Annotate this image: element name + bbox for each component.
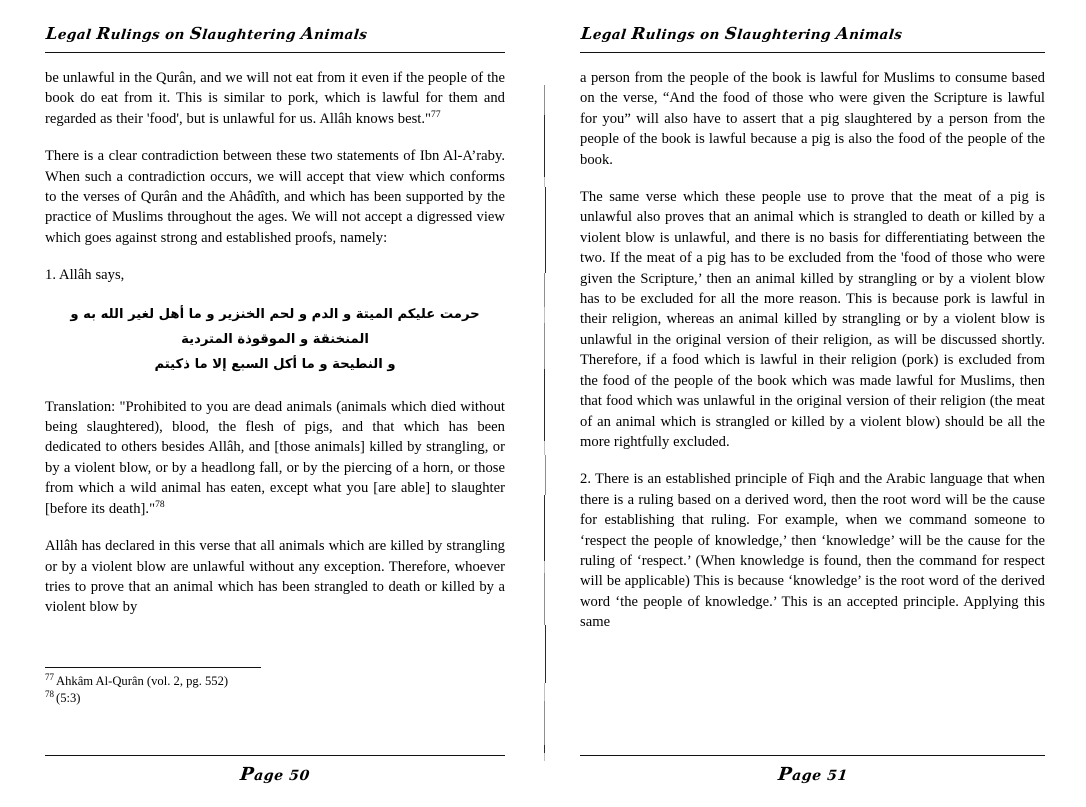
paragraph-translation (45, 397, 505, 519)
footer-rule (45, 755, 505, 756)
running-header-left-text: Legal Rulings on Slaughtering Animals (45, 24, 369, 43)
page-number-right: Page 51 (776, 764, 849, 785)
numbered-item-2: 2. There is an established principle of Fiqh and the Arabic language that when there is a ruling based on a derived word, then the root word will be the cause for establishing that ruling. For example, when we command someone to ‘respect the people of knowledge,’ then ‘knowledge’ will be the cause for the ruling of ‘respect.’ (When knowledge is found, then the command for respect will be applicable) This is because ‘knowledge’ is the root word of the derived word ‘the people of knowledge.’ This is an accepted principle. Applying this same (580, 471, 1045, 631)
footnote-separator-rule (45, 667, 261, 668)
footnote-area-left (45, 667, 505, 707)
footnote-text: (5:3) (56, 691, 81, 705)
paragraph (45, 68, 505, 129)
page-footer-left (45, 755, 505, 785)
footnote (45, 673, 505, 690)
paragraph: The same verse which these people use to prove that the meat of a pig is unlawful also proves that an animal which is strangled to death or killed by a violent blow is unlawful, and there is no basis for differentiating between the two. If the meat of a pig has to be excluded from the 'food of those who were given the Scripture,’ then an animal killed by strangling or by a violent blow has to be excluded for all the more reason. This is because pork is lawful in their religion, whereas an animal killed by strangling or by a violent blow is unlawful in the original version of their religion, as will be discussed shortly. Therefore, if a food which is lawful in their religion (pork) is excluded from the food of the people of the book which was made lawful for Muslims, then that food which was unlawful in the original version of their religion (the meat of an animal which is strangled or killed by a violent blow) should be all the more rightfully excluded. (580, 189, 1045, 450)
paragraph: There is a clear contradiction between these two statements of Ibn Al-A’raby. When such a contradiction occurs, we will accept that view which conforms to the verses of Qurân and the Ahâdîth, and which has been supported by the practice of Muslims throughout the ages. We will not accept a digressed view which goes against strong and established proofs, namely: (45, 148, 505, 246)
paragraph-text: be unlawful in the Qurân, and we will not eat from it even if the people of the book do eat from it. This is similar to pork, which is lawful for them and regarded as their 'food', but is unlawful for us. Allâh knows best." (45, 70, 505, 127)
footnote-number: 77 (45, 671, 54, 682)
running-header-right (580, 26, 1045, 53)
footnote-number: 78 (45, 688, 54, 699)
arabic-verse-line-2: و النطيحة و ما أكل السبع إلا ما ذكيتم (154, 356, 396, 372)
running-header-right-text: Legal Rulings on Slaughtering Animals (580, 24, 904, 43)
footnote-marker: 78 (155, 499, 165, 510)
arabic-verse-line-1: حرمت عليكم الميتة و الدم و لحم الخنزير و ما أهل لغير الله به و المنخنقة و الموقوذة المتردية (70, 306, 480, 347)
numbered-item-1: 1. Allâh says, (45, 267, 125, 284)
page-footer-right (580, 755, 1045, 785)
running-header-left (45, 26, 505, 53)
paragraph: a person from the people of the book is lawful for Muslims to consume based on the verse, “And the food of those who were given the Scripture is lawful for you” will also have to assert that a pig slaughtered by a person from the people of the book is lawful because a pig is also the food of the people of the book. (580, 70, 1045, 168)
footer-rule (580, 755, 1045, 756)
footnote (45, 690, 505, 707)
footnote-text: Ahkâm Al-Qurân (vol. 2, pg. 552) (56, 674, 229, 688)
text-column-right (580, 68, 1045, 633)
arabic-verse-block (45, 302, 505, 377)
page-number-left: Page 50 (239, 764, 311, 785)
footnote-marker: 77 (431, 109, 441, 120)
text-column-left (45, 68, 505, 618)
paragraph-text: Translation: "Prohibited to you are dead animals (animals which died without being slaughtered), blood, the flesh of pigs, and that which has been dedicated to others besides Allâh, and [those animals] killed by strangling, or by a violent blow, or by a headlong fall, or by the piercing of a horn, or those from which a wild animal has eaten, except what you [are able] to slaughter [before its death]." (45, 398, 505, 517)
paragraph: Allâh has declared in this verse that all animals which are killed by strangling or by a violent blow are unlawful without any exception. Therefore, whoever tries to prove that an animal which has been strangled to death or killed by a violent blow by (45, 538, 505, 616)
page-right (543, 0, 1086, 807)
